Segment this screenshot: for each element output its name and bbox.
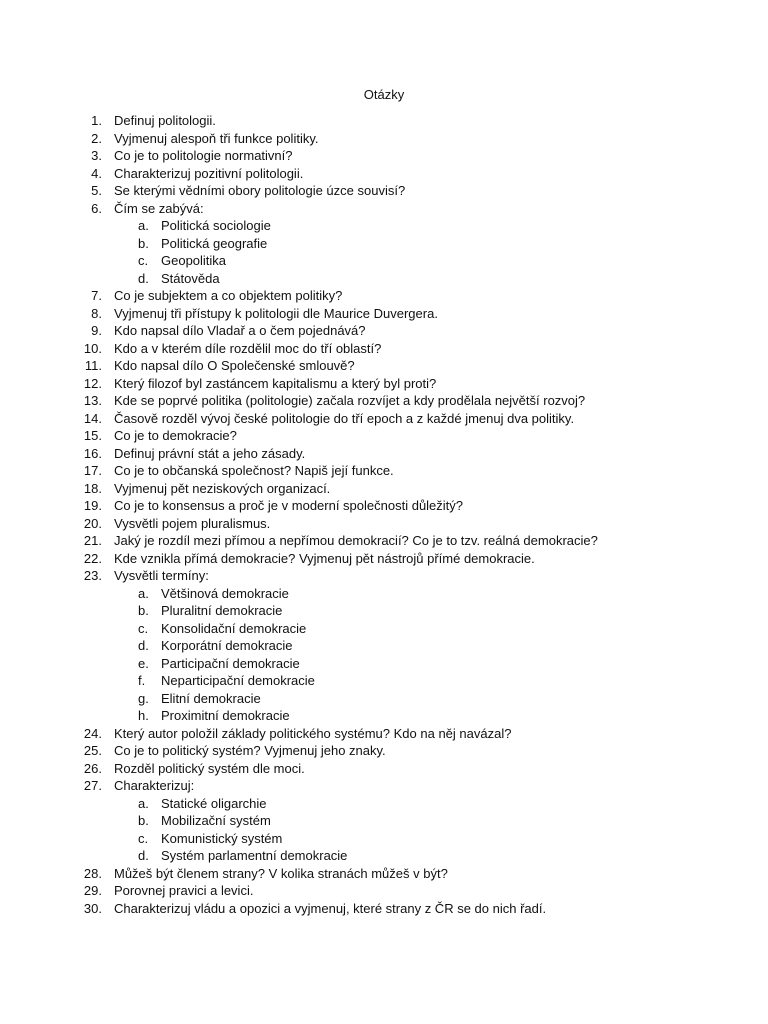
sub-item-letter: d.	[138, 848, 149, 863]
question-item	[0, 200, 768, 288]
sub-item	[0, 690, 768, 708]
question-row	[0, 900, 768, 918]
sub-item	[0, 655, 768, 673]
sub-item-letter: b.	[138, 235, 149, 251]
question-number: 23.	[83, 568, 102, 583]
sub-item-text: Konsolidační demokracie	[161, 620, 307, 636]
question-text: Čím se zabývá:	[114, 200, 204, 216]
sub-item	[0, 217, 768, 235]
question-text: Časově rozděl vývoj české politologie do tří epoch a z každé jmenuj dva politiky.	[114, 410, 575, 426]
question-item	[0, 392, 768, 410]
sub-item	[0, 812, 768, 830]
question-number: 18.	[83, 480, 102, 496]
sub-item	[0, 585, 768, 603]
sub-item-letter: d.	[138, 270, 149, 286]
sub-item-text: Geopolitika	[161, 253, 227, 268]
sub-item-letter: d.	[138, 638, 149, 653]
sub-item	[0, 270, 768, 288]
question-item	[0, 725, 768, 743]
question-number: 13.	[83, 393, 102, 408]
question-text: Rozděl politický systém dle moci.	[114, 760, 305, 776]
question-text: Co je to politologie normativní?	[114, 148, 293, 163]
question-item	[0, 480, 768, 498]
question-row	[0, 742, 768, 760]
question-text: Můžeš být členem strany? V kolika stranách můžeš v být?	[114, 865, 448, 881]
question-item	[0, 130, 768, 148]
question-text: Vysvětli pojem pluralismus.	[114, 515, 271, 531]
sub-item	[0, 235, 768, 253]
sub-item	[0, 637, 768, 655]
question-row	[0, 567, 768, 585]
sub-item-text: Neparticipační demokracie	[161, 673, 315, 688]
question-number: 6.	[91, 200, 102, 216]
sub-item-text: Elitní demokracie	[161, 690, 261, 706]
question-text: Vyjmenuj alespoň tři funkce politiky.	[114, 130, 319, 146]
question-number: 26.	[83, 760, 102, 776]
question-text: Kdo a v kterém díle rozdělil moc do tří oblastí?	[114, 340, 382, 356]
question-item	[0, 865, 768, 883]
question-number: 8.	[91, 305, 102, 321]
sub-item-letter: c.	[138, 253, 149, 268]
question-item	[0, 462, 768, 480]
question-item	[0, 497, 768, 515]
question-item	[0, 112, 768, 130]
sub-item-text: Systém parlamentní demokracie	[161, 848, 348, 863]
question-row	[0, 165, 768, 183]
sub-item-text: Státověda	[161, 270, 220, 286]
question-text: Co je to demokracie?	[114, 428, 237, 443]
question-row	[0, 130, 768, 148]
question-text: Se kterými vědními obory politologie úzce souvisí?	[114, 183, 406, 198]
sub-item	[0, 620, 768, 638]
sub-item-letter: f.	[138, 673, 146, 688]
question-row	[0, 322, 768, 340]
question-list	[0, 112, 768, 917]
question-row	[0, 182, 768, 200]
question-text: Definuj politologii.	[114, 113, 216, 128]
sub-item-letter: a.	[138, 585, 149, 601]
question-row	[0, 445, 768, 463]
question-row	[0, 147, 768, 165]
question-item	[0, 410, 768, 428]
sub-item-text: Politická geografie	[161, 235, 268, 251]
sub-item	[0, 847, 768, 865]
sub-item-letter: b.	[138, 603, 149, 618]
question-text: Vysvětli termíny:	[114, 568, 209, 583]
sub-item-letter: c.	[138, 620, 149, 636]
question-text: Který autor položil základy politického systému? Kdo na něj navázal?	[114, 725, 512, 741]
sub-item-text: Většinová demokracie	[161, 585, 289, 601]
question-item	[0, 322, 768, 340]
question-number: 10.	[83, 340, 102, 356]
question-row	[0, 725, 768, 743]
question-number: 20.	[83, 515, 102, 531]
question-text: Charakterizuj pozitivní politologii.	[114, 165, 304, 181]
question-item	[0, 882, 768, 900]
question-item	[0, 900, 768, 918]
question-item	[0, 375, 768, 393]
question-item	[0, 305, 768, 323]
question-item	[0, 777, 768, 865]
question-text: Co je to konsensus a proč je v moderní společnosti důležitý?	[114, 498, 464, 513]
question-row	[0, 357, 768, 375]
sub-item-text: Proximitní demokracie	[161, 708, 290, 723]
question-row	[0, 287, 768, 305]
question-item	[0, 165, 768, 183]
question-text: Porovnej pravici a levici.	[114, 883, 254, 898]
question-item	[0, 287, 768, 305]
sub-item	[0, 707, 768, 725]
question-row	[0, 865, 768, 883]
question-item	[0, 760, 768, 778]
question-number: 27.	[83, 778, 102, 793]
sub-item-text: Korporátní demokracie	[161, 638, 293, 653]
question-text: Jaký je rozdíl mezi přímou a nepřímou demokracií? Co je to tzv. reálná demokracie?	[114, 533, 598, 548]
question-text: Vyjmenuj tři přístupy k politologii dle Maurice Duvergera.	[114, 305, 438, 321]
sub-item-list	[0, 795, 768, 865]
sub-item-text: Komunistický systém	[161, 830, 283, 846]
sub-item-letter: h.	[138, 708, 149, 723]
question-item	[0, 357, 768, 375]
question-number: 30.	[83, 900, 102, 916]
question-text: Co je to občanská společnost? Napiš její funkce.	[114, 463, 394, 478]
question-number: 5.	[91, 183, 102, 198]
question-item	[0, 567, 768, 725]
question-row	[0, 375, 768, 393]
sub-item-letter: e.	[138, 655, 149, 671]
question-number: 15.	[83, 428, 102, 443]
question-row	[0, 340, 768, 358]
question-item	[0, 340, 768, 358]
question-item	[0, 445, 768, 463]
sub-item-text: Politická sociologie	[161, 218, 271, 233]
question-number: 4.	[91, 165, 102, 181]
question-number: 17.	[83, 463, 102, 478]
question-item	[0, 742, 768, 760]
question-row	[0, 200, 768, 218]
question-text: Vyjmenuj pět neziskových organizací.	[114, 480, 331, 496]
sub-item-text: Mobilizační systém	[161, 813, 271, 828]
question-number: 25.	[83, 743, 102, 758]
question-text: Charakterizuj vládu a opozici a vyjmenuj, které strany z ČR se do nich řadí.	[114, 900, 547, 916]
sub-item-text: Pluralitní demokracie	[161, 603, 283, 618]
question-number: 14.	[83, 410, 102, 426]
question-number: 22.	[83, 550, 102, 566]
question-number: 3.	[91, 148, 102, 163]
question-item	[0, 147, 768, 165]
question-text: Co je to politický systém? Vyjmenuj jeho znaky.	[114, 743, 386, 758]
sub-item	[0, 602, 768, 620]
sub-item-letter: a.	[138, 795, 149, 811]
question-number: 21.	[83, 533, 102, 548]
sub-item-letter: a.	[138, 218, 149, 233]
question-text: Kde se poprvé politika (politologie) začala rozvíjet a kdy prodělala největší rozvoj?	[114, 393, 586, 408]
question-number: 19.	[83, 498, 102, 513]
sub-item	[0, 672, 768, 690]
question-row	[0, 497, 768, 515]
question-row	[0, 480, 768, 498]
question-row	[0, 305, 768, 323]
question-item	[0, 427, 768, 445]
sub-item	[0, 252, 768, 270]
sub-item-letter: c.	[138, 830, 149, 846]
sub-item-letter: g.	[138, 690, 149, 706]
question-number: 28.	[83, 865, 102, 881]
page-title: Otázky	[363, 87, 405, 102]
question-number: 7.	[91, 288, 102, 303]
question-item	[0, 532, 768, 550]
sub-item-list	[0, 585, 768, 725]
sub-item	[0, 795, 768, 813]
question-text: Kdo napsal dílo O Společenské smlouvě?	[114, 358, 355, 373]
question-text: Definuj právní stát a jeho zásady.	[114, 445, 306, 461]
question-text: Charakterizuj:	[114, 778, 195, 793]
question-row	[0, 462, 768, 480]
question-row	[0, 532, 768, 550]
sub-item	[0, 830, 768, 848]
question-item	[0, 550, 768, 568]
question-number: 16.	[83, 445, 102, 461]
question-row	[0, 515, 768, 533]
question-number: 2.	[91, 130, 102, 146]
sub-item-text: Statické oligarchie	[161, 795, 267, 811]
question-number: 12.	[83, 375, 102, 391]
question-row	[0, 112, 768, 130]
question-row	[0, 410, 768, 428]
question-row	[0, 777, 768, 795]
question-number: 9.	[91, 323, 102, 338]
question-row	[0, 550, 768, 568]
question-text: Kde vznikla přímá demokracie? Vyjmenuj pět nástrojů přímé demokracie.	[114, 550, 535, 566]
sub-item-letter: b.	[138, 813, 149, 828]
question-number: 24.	[83, 725, 102, 741]
question-row	[0, 760, 768, 778]
question-item	[0, 182, 768, 200]
question-text: Který filozof byl zastáncem kapitalismu a který byl proti?	[114, 375, 437, 391]
sub-item-list	[0, 217, 768, 287]
question-row	[0, 882, 768, 900]
question-row	[0, 427, 768, 445]
question-number: 11.	[84, 358, 102, 373]
question-item	[0, 515, 768, 533]
question-number: 1.	[91, 113, 102, 128]
sub-item-text: Participační demokracie	[161, 655, 300, 671]
question-row	[0, 392, 768, 410]
question-text: Kdo napsal dílo Vladař a o čem pojednává?	[114, 323, 366, 338]
question-text: Co je subjektem a co objektem politiky?	[114, 288, 343, 303]
question-number: 29.	[83, 883, 102, 898]
